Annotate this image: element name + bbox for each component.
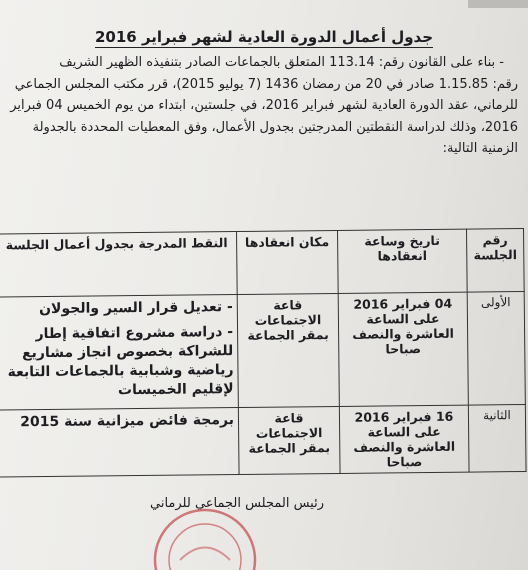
datetime-cell: 16 فبراير 2016 على الساعة العاشرة والنصف صباحا xyxy=(339,406,469,474)
header-points: النقط المدرجة بجدول أعمال الجلسة xyxy=(0,232,237,298)
session-cell: الثانية xyxy=(468,405,526,473)
place-cell: قاعة الاجتماعات بمقر الجماعة xyxy=(238,407,340,475)
schedule-table xyxy=(0,228,527,478)
points-cell xyxy=(0,295,238,411)
points-cell xyxy=(0,408,239,478)
table-row xyxy=(0,292,525,411)
paragraph-line: رقم: 1.15.85 صادر في 20 من رمضان 1436 (7 يوليو 2015)، قرر مكتب المجلس الجماعي xyxy=(14,76,518,92)
header-session: رقم الجلسة xyxy=(467,229,525,293)
place-cell: قاعة الاجتماعات بمقر الجماعة xyxy=(237,293,339,408)
table-row xyxy=(0,405,526,478)
table-header-row xyxy=(0,229,524,298)
paragraph-line: الزمنية التالية: xyxy=(442,141,518,157)
page-corner-shadow xyxy=(468,0,528,8)
official-stamp xyxy=(150,505,260,570)
datetime-cell: 04 فبراير 2016 على الساعة العاشرة والنصف صباحا xyxy=(338,292,468,407)
header-place: مكان انعقادها xyxy=(237,230,339,294)
header-datetime: تاريخ وساعة انعقادها xyxy=(338,229,468,293)
intro-paragraph xyxy=(0,52,518,160)
agenda-item: برمجة فائض ميزانية سنة 2015 xyxy=(20,412,235,431)
signature-line: رئيس المجلس الجماعي للرماني xyxy=(150,496,324,511)
agenda-item: - دراسة مشروع اتفاقية إطار للشراكة بخصوص انجاز مشاريع رياضية وشبابية بالجماعات التابعة لإقليم الخميسات xyxy=(7,323,234,398)
paragraph-line: - بناء على القانون رقم: 113.14 المتعلق بالجماعات الصادر بتنفيذه الظهير الشريف xyxy=(59,55,504,70)
session-cell: الأولى xyxy=(467,292,525,406)
agenda-item: - تعديل قرار السير والجولان xyxy=(38,299,233,318)
paragraph-line: للرماني، عقد الدورة العادية لشهر فبراير 2016، في جلستين، ابتداء من يوم الخميس 04 فبراير xyxy=(10,98,518,114)
document-title: جدول أعمال الدورة العادية لشهر فبراير 2016 xyxy=(94,28,434,46)
paragraph-line: 2016، وذلك لدراسة النقطتين المدرجتين بجدول الأعمال، وفق المعطيات المحددة بالجدولة xyxy=(32,119,518,135)
